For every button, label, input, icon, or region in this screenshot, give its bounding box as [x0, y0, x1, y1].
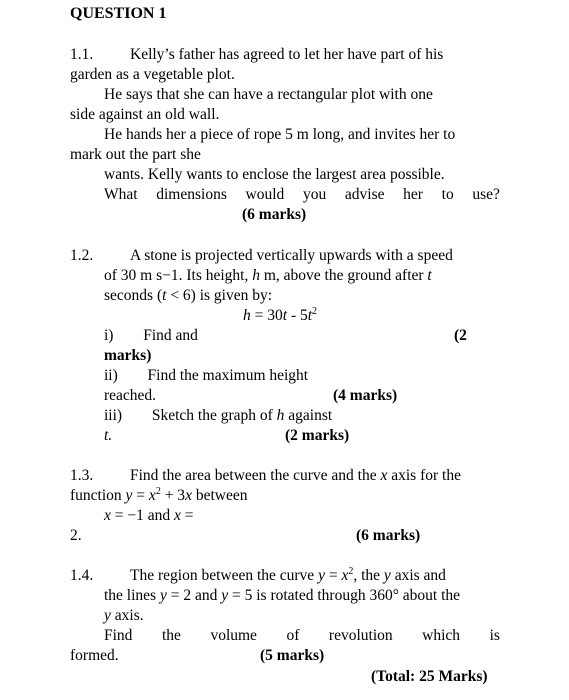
- q12-part-iii-text: Sketch the graph of h against: [151, 407, 333, 424]
- q13-number: 1.3.: [70, 467, 94, 484]
- q12-part-iii-marks: (2 marks): [285, 427, 350, 444]
- q14-line-3: y axis.: [104, 607, 144, 624]
- q12-part-i-marks-b: marks): [104, 347, 152, 364]
- q13-marks: (6 marks): [356, 527, 421, 544]
- q12-part-i-marks-a: (2: [454, 327, 467, 344]
- q12-part-iii-label: iii): [104, 407, 123, 424]
- q12-part-ii-marks: (4 marks): [333, 387, 398, 404]
- q12-part-i: [104, 326, 198, 346]
- q12-line-3: seconds (t < 6) is given by:: [104, 287, 273, 304]
- q12-part-iii-text-2: t.: [104, 427, 113, 444]
- question-heading: QUESTION 1: [70, 5, 167, 22]
- q14-marks: (5 marks): [260, 647, 325, 664]
- q14-line-4: Find the volume of revolution which is: [104, 627, 500, 644]
- q11-marks: (6 marks): [242, 206, 307, 223]
- q11-line-7: wants. Kelly wants to enclose the largest area possible.: [104, 166, 445, 183]
- q11-number: 1.1.: [70, 46, 94, 63]
- q12-part-ii-text: Find the maximum height: [147, 367, 309, 384]
- q14-number: 1.4.: [70, 567, 94, 584]
- q12-part-i-text: Find and: [143, 327, 198, 344]
- q11-line-5: He hands her a piece of rope 5 m long, and invites her to: [104, 126, 456, 143]
- q11-line-4: side against an old wall.: [70, 106, 220, 123]
- q11-line-3: He says that she can have a rectangular plot with one: [104, 86, 433, 103]
- q11-line-8: What dimensions would you advise her to use?: [104, 186, 500, 203]
- q12-part-ii-text-2: reached.: [104, 387, 157, 404]
- q12-formula: $h = 30t - 5t^2$: [243, 305, 318, 324]
- q12-line-1: 1.2. A stone is projected vertically upwards with a speed: [70, 247, 453, 264]
- q12-line-2: of 30 m s−1. Its height, h m, above the ground after t: [104, 267, 432, 284]
- q11-line-1: 1.1. Kelly’s father has agreed to let her have part of his: [70, 46, 444, 63]
- q12-number: 1.2.: [70, 247, 94, 264]
- q12-part-ii-label: ii): [104, 367, 118, 384]
- q14-line-2: the lines y = 2 and y = 5 is rotated through 360° about the: [104, 587, 461, 604]
- q13-line-3: x = −1 and x =: [104, 507, 194, 524]
- q12-part-ii: [104, 366, 308, 386]
- q13-line-1: 1.3. Find the area between the curve and the x axis for the: [70, 467, 461, 484]
- q11-line-6: mark out the part she: [70, 146, 201, 163]
- q13-line-4: 2.: [70, 527, 82, 544]
- q14-line-5: formed.: [70, 647, 119, 664]
- total-marks: (Total: 25 Marks): [371, 668, 488, 685]
- q12-part-iii: [104, 406, 332, 426]
- q12-part-i-label: i): [104, 327, 114, 344]
- q13-line-2: function $y = x^2 + 3x$ between: [70, 485, 248, 504]
- q11-line-2: garden as a vegetable plot.: [70, 66, 235, 83]
- q14-line-1: 1.4. The region between the curve $y = x^2$, the y axis and: [70, 565, 446, 584]
